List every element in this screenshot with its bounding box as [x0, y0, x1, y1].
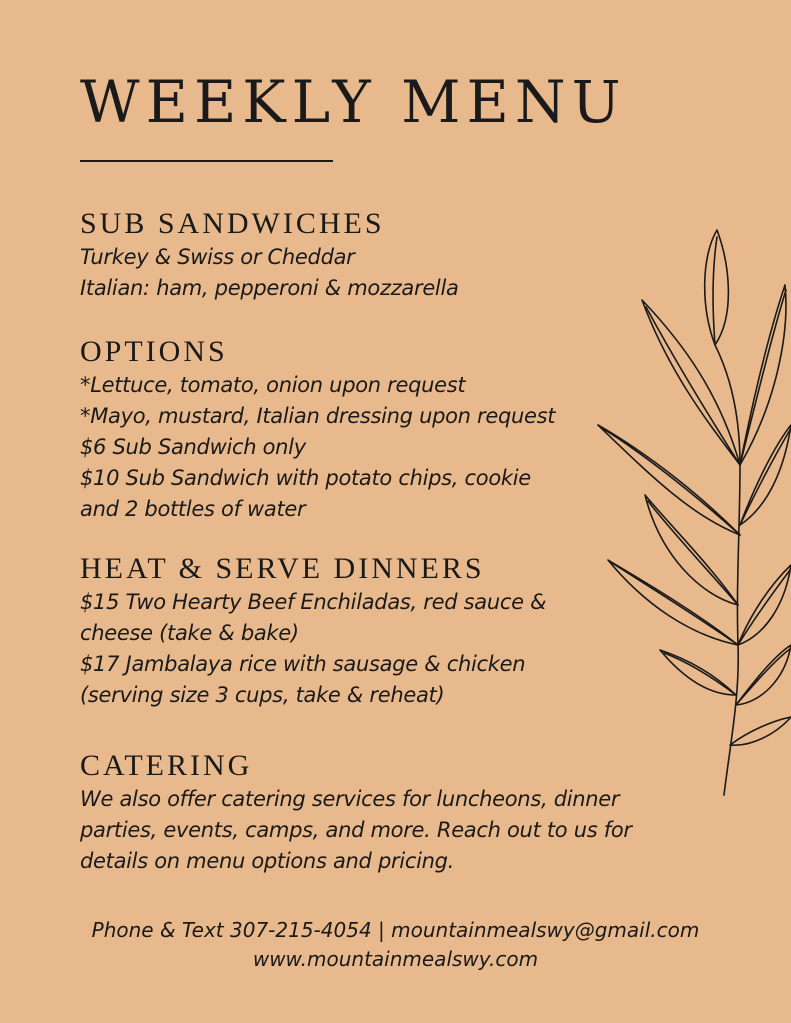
website-line: www.mountainmealswy.com: [252, 947, 539, 971]
menu-line: and 2 bottles of water: [80, 497, 306, 521]
menu-line: $10 Sub Sandwich with potato chips, cookie: [80, 466, 531, 490]
section-sub-sandwiches: [80, 208, 620, 304]
section-heading: HEAT & SERVE DINNERS: [80, 552, 485, 585]
section-options: [80, 336, 620, 525]
page-title: WEEKLY MENU: [80, 68, 627, 136]
menu-line: details on menu options and pricing.: [80, 849, 455, 873]
menu-line: Italian: ham, pepperoni & mozzarella: [80, 276, 459, 300]
menu-line: We also offer catering services for luncheons, dinner: [80, 787, 620, 811]
menu-line: $15 Two Hearty Beef Enchiladas, red sauce &: [80, 590, 547, 614]
contact-line: Phone & Text 307-215-4054 | mountainmealswy@gmail.com: [91, 918, 700, 942]
section-heading: CATERING: [80, 749, 253, 782]
menu-line: *Lettuce, tomato, onion upon request: [80, 373, 466, 397]
menu-line: *Mayo, mustard, Italian dressing upon request: [80, 404, 556, 428]
menu-line: $6 Sub Sandwich only: [80, 435, 306, 459]
section-catering: [80, 749, 632, 877]
menu-line: parties, events, camps, and more. Reach out to us for: [80, 818, 632, 842]
menu-line: Turkey & Swiss or Cheddar: [80, 245, 355, 269]
menu-line: $17 Jambalaya rice with sausage & chicken: [80, 652, 526, 676]
section-heading: OPTIONS: [80, 335, 228, 368]
menu-line: (serving size 3 cups, take & reheat): [80, 683, 445, 707]
title-underline: [80, 160, 333, 162]
section-heading: SUB SANDWICHES: [80, 207, 385, 240]
menu-line: cheese (take & bake): [80, 621, 299, 645]
contact-footer: [0, 916, 791, 974]
section-heat-and-serve: [80, 553, 620, 711]
leaf-branch-icon: [590, 225, 791, 805]
